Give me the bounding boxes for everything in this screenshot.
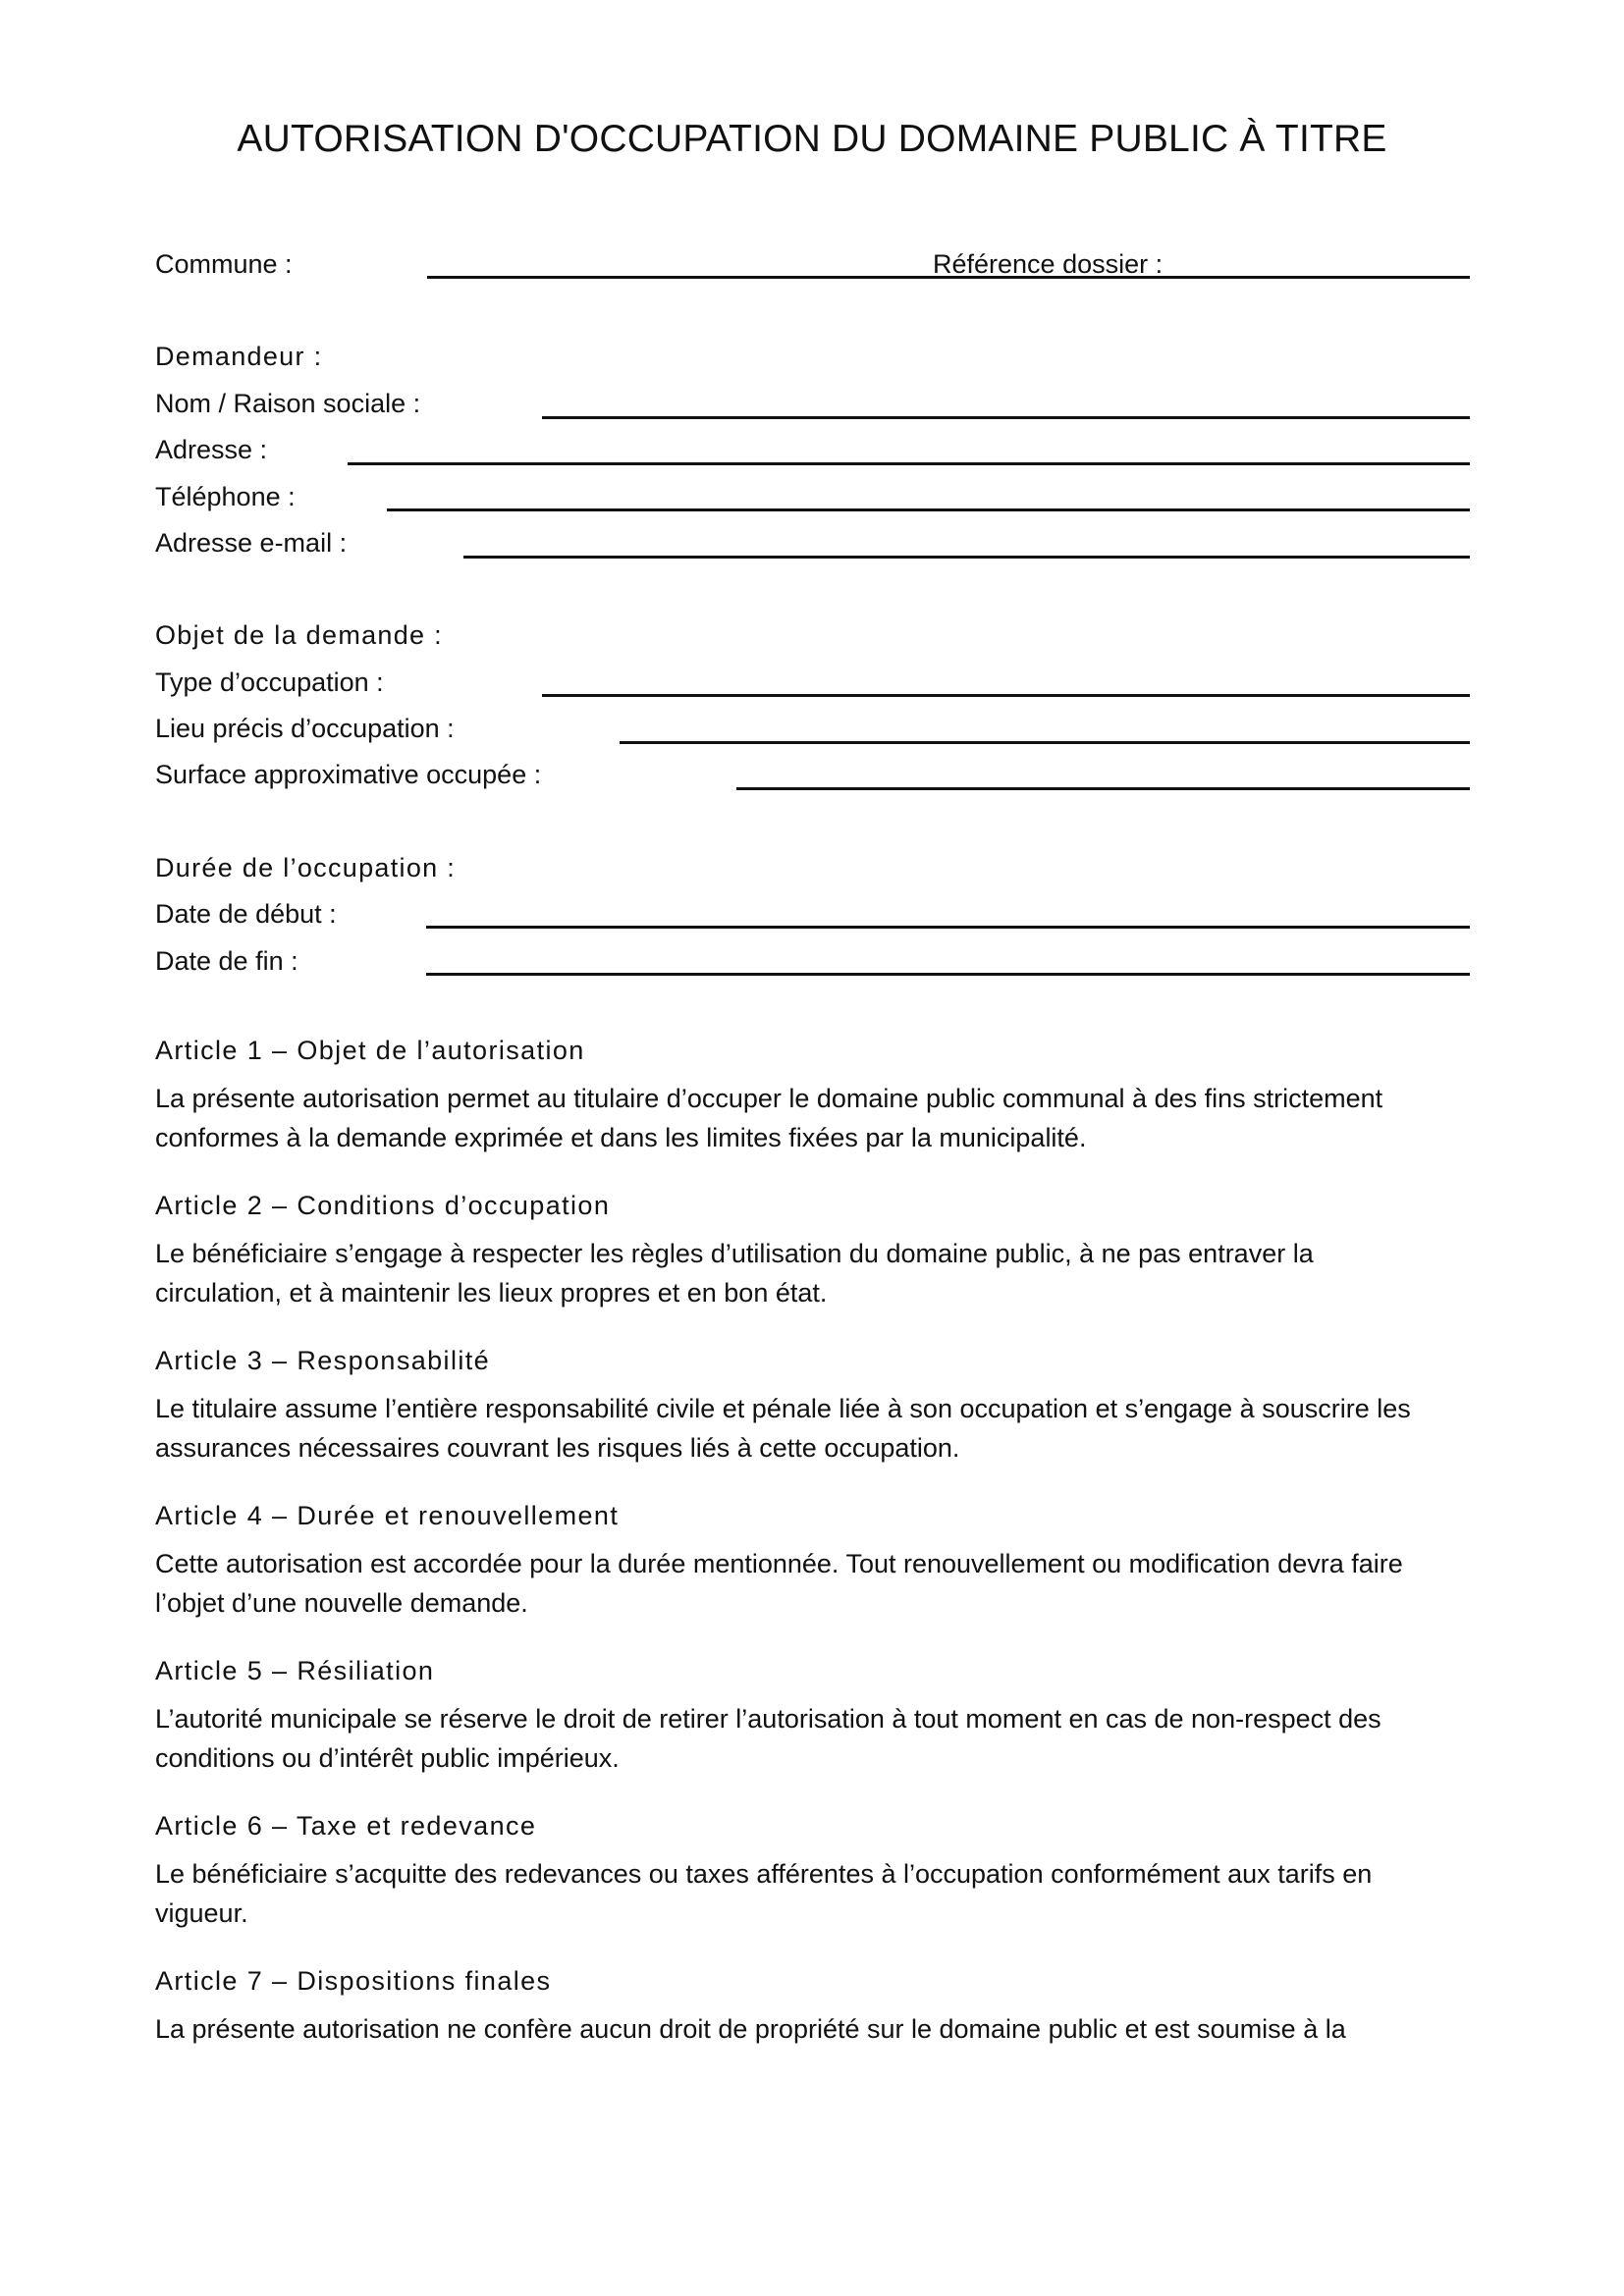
nom-raison-sociale-line bbox=[542, 416, 1470, 419]
article-1-line-1: La présente autorisation permet au titulaire d’occuper le domaine public communal à des fins strictement bbox=[155, 1084, 1383, 1113]
surface-occupee-line bbox=[736, 787, 1470, 790]
article-5-heading: Article 5 – Résiliation bbox=[155, 1656, 435, 1685]
demandeur-heading: Demandeur : bbox=[155, 342, 323, 371]
adresse-email-input[interactable] bbox=[463, 522, 1470, 556]
article-3-line-1: Le titulaire assume l’entière responsabilité civile et pénale liée à son occupation et s’engage à souscrire les bbox=[155, 1394, 1411, 1423]
lieu-occupation-input[interactable] bbox=[620, 708, 1470, 741]
article-5-line-1: L’autorité municipale se réserve le droit de retirer l’autorisation à tout moment en cas de non-respect des bbox=[155, 1704, 1381, 1734]
adresse-email-label: Adresse e-mail : bbox=[155, 528, 348, 558]
telephone-input[interactable] bbox=[387, 475, 1470, 508]
surface-occupee-label: Surface approximative occupée : bbox=[155, 760, 542, 789]
reference-dossier-input[interactable] bbox=[1178, 242, 1470, 276]
surface-occupee-input[interactable] bbox=[736, 754, 1470, 787]
article-4-line-1: Cette autorisation est accordée pour la durée mentionnée. Tout renouvellement ou modification devra faire bbox=[155, 1549, 1403, 1578]
article-1-body bbox=[155, 1079, 1490, 1157]
document-title: AUTORISATION D'OCCUPATION DU DOMAINE PUBLIC À TITRE bbox=[237, 118, 1387, 160]
article-6-line-1: Le bénéficiaire s’acquitte des redevances ou taxes afférentes à l’occupation conformément aux tarifs en bbox=[155, 1859, 1373, 1889]
article-2-body bbox=[155, 1234, 1490, 1312]
type-occupation-line bbox=[542, 694, 1470, 697]
type-occupation-label: Type d’occupation : bbox=[155, 667, 384, 697]
reference-dossier-label: Référence dossier : bbox=[933, 249, 1164, 279]
article-4-heading: Article 4 – Durée et renouvellement bbox=[155, 1501, 620, 1530]
article-2-line-2: circulation, et à maintenir les lieux propres et en bon état. bbox=[155, 1278, 828, 1308]
objet-demande-heading: Objet de la demande : bbox=[155, 620, 443, 650]
article-7-heading: Article 7 – Dispositions finales bbox=[155, 1966, 552, 1996]
commune-label: Commune : bbox=[155, 249, 293, 279]
telephone-label: Téléphone : bbox=[155, 482, 296, 511]
duree-occupation-heading: Durée de l’occupation : bbox=[155, 853, 457, 882]
article-7-body bbox=[155, 2009, 1490, 2049]
article-6-heading: Article 6 – Taxe et redevance bbox=[155, 1811, 537, 1841]
nom-raison-sociale-input[interactable] bbox=[542, 383, 1470, 416]
article-6-line-2: vigueur. bbox=[155, 1898, 248, 1928]
article-3-line-2: assurances nécessaires couvrant les risques liés à cette occupation. bbox=[155, 1433, 960, 1463]
date-debut-line bbox=[426, 926, 1470, 929]
lieu-occupation-line bbox=[620, 741, 1470, 744]
adresse-label: Adresse : bbox=[155, 435, 268, 464]
telephone-line bbox=[387, 508, 1470, 511]
article-6-body bbox=[155, 1854, 1490, 1933]
article-1-line-2: conformes à la demande exprimée et dans les limites fixées par la municipalité. bbox=[155, 1123, 1087, 1152]
adresse-email-line bbox=[463, 556, 1470, 559]
article-7-line-1: La présente autorisation ne confère aucun droit de propriété sur le domaine public et est soumise à la bbox=[155, 2014, 1346, 2044]
article-3-heading: Article 3 – Responsabilité bbox=[155, 1346, 491, 1375]
article-1-heading: Article 1 – Objet de l’autorisation bbox=[155, 1036, 585, 1065]
commune-input[interactable] bbox=[427, 242, 918, 276]
adresse-line bbox=[348, 462, 1470, 465]
nom-raison-sociale-label: Nom / Raison sociale : bbox=[155, 389, 421, 418]
date-debut-label: Date de début : bbox=[155, 899, 337, 929]
article-4-body bbox=[155, 1544, 1490, 1623]
lieu-occupation-label: Lieu précis d’occupation : bbox=[155, 714, 455, 743]
date-fin-label: Date de fin : bbox=[155, 946, 298, 976]
date-debut-input[interactable] bbox=[426, 892, 1470, 926]
article-3-body bbox=[155, 1389, 1490, 1468]
date-fin-input[interactable] bbox=[426, 939, 1470, 973]
article-4-line-2: l’objet d’une nouvelle demande. bbox=[155, 1588, 528, 1618]
type-occupation-input[interactable] bbox=[542, 661, 1470, 694]
article-5-line-2: conditions ou d’intérêt public impérieux. bbox=[155, 1743, 620, 1773]
article-2-line-1: Le bénéficiaire s’engage à respecter les règles d’utilisation du domaine public, à ne pas entraver la bbox=[155, 1239, 1314, 1268]
article-5-body bbox=[155, 1699, 1490, 1778]
date-fin-line bbox=[426, 973, 1470, 976]
adresse-input[interactable] bbox=[348, 429, 1470, 462]
article-2-heading: Article 2 – Conditions d’occupation bbox=[155, 1191, 611, 1220]
